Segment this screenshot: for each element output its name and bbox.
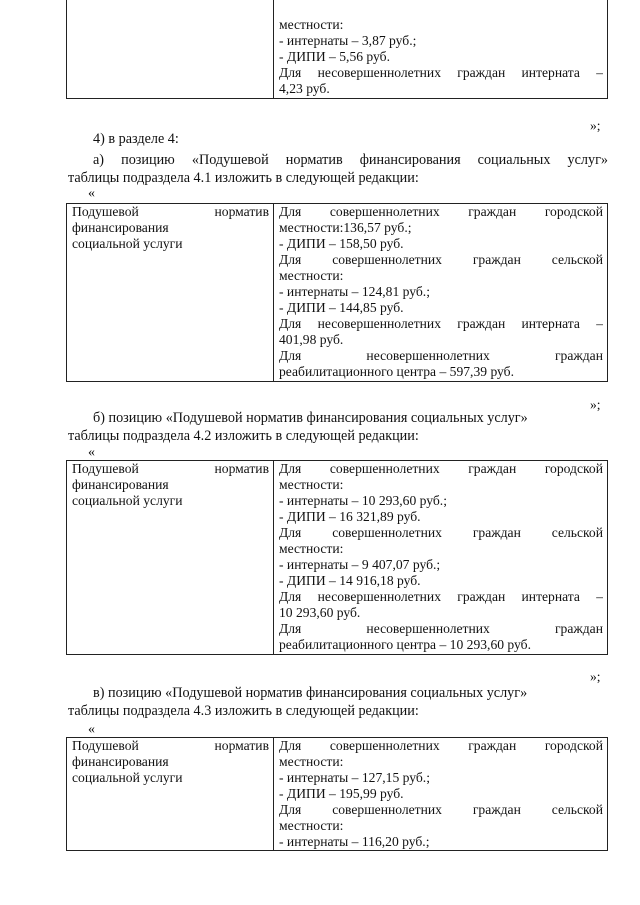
closing-quote: »; [590,397,601,412]
closing-quote: »; [590,669,601,684]
cell-line: Для совершеннолетних граждан сельской [279,525,603,540]
cell-line: Для несовершеннолетних граждан [279,348,603,363]
table-4-2-left-cell [67,461,274,655]
table-4-2-right-cell [274,461,608,655]
cell-line: Для совершеннолетних граждан городской [279,738,603,753]
cell-line: - ДИПИ – 158,50 руб. [279,236,404,251]
cell-line: Для несовершеннолетних граждан интерната – [279,589,603,604]
open-quote: « [88,186,95,201]
cell-line: - ДИПИ – 14 916,18 руб. [279,573,421,588]
open-quote: « [88,722,95,737]
cell-line: - интернаты – 116,20 руб.; [279,834,430,849]
cell-line: - интернаты – 124,81 руб.; [279,284,430,299]
cell-line: социальной услуги [72,493,183,508]
cell-line: 401,98 руб. [279,332,344,347]
cell-line: Подушевой норматив [72,204,269,219]
cell-line: местности: [279,754,344,769]
table-4-3-right-cell [274,738,608,851]
top-table-right-cell [274,0,608,99]
cell-line: социальной услуги [72,236,183,251]
cell-line: финансирования [72,754,169,769]
cell-line: реабилитационного центра – 597,39 руб. [279,364,514,379]
cell-line: местности: [279,268,344,283]
cell-line: - интернаты – 3,87 руб.; [279,33,417,48]
cell-line: - интернаты – 10 293,60 руб.; [279,493,447,508]
item-a-line2: таблицы подраздела 4.1 изложить в следующей редакции: [68,170,419,186]
table-4-2 [66,460,608,655]
cell-line: финансирования [72,220,169,235]
top-table [66,0,608,99]
cell-line: финансирования [72,477,169,492]
cell-line: местности:136,57 руб.; [279,220,412,235]
cell-line: местности: [279,541,344,556]
cell-line: - ДИПИ – 144,85 руб. [279,300,404,315]
cell-line: 10 293,60 руб. [279,605,361,620]
cell-line: местности: [279,17,344,32]
cell-line: социальной услуги [72,770,183,785]
cell-line: - ДИПИ – 5,56 руб. [279,49,390,64]
closing-quote: »; [590,118,601,133]
table-4-1 [66,203,608,382]
cell-line: местности: [279,818,344,833]
item-a-line1: а) позицию «Подушевой норматив финансирования социальных услуг» [93,152,608,168]
cell-line: Для совершеннолетних граждан городской [279,204,603,219]
top-table-left-cell [67,0,274,99]
table-4-1-right-cell [274,204,608,382]
item-c-line2: таблицы подраздела 4.3 изложить в следующей редакции: [68,703,419,719]
cell-line: Для совершеннолетних граждан сельской [279,252,603,267]
table-4-3-left-cell [67,738,274,851]
cell-line: Для совершеннолетних граждан сельской [279,802,603,817]
cell-line: - интернаты – 127,15 руб.; [279,770,430,785]
cell-line: Для несовершеннолетних граждан [279,621,603,636]
cell-line: - ДИПИ – 16 321,89 руб. [279,509,421,524]
cell-line: - интернаты – 9 407,07 руб.; [279,557,441,572]
cell-line: - ДИПИ – 195,99 руб. [279,786,404,801]
cell-line: Для совершеннолетних граждан городской [279,461,603,476]
cell-line: 4,23 руб. [279,81,330,96]
item-c-line1: в) позицию «Подушевой норматив финансирования социальных услуг» [93,685,528,701]
cell-line: Для несовершеннолетних граждан интерната – [279,65,603,80]
cell-line: Подушевой норматив [72,461,269,476]
section-heading: 4) в разделе 4: [93,131,179,147]
item-b-line2: таблицы подраздела 4.2 изложить в следующей редакции: [68,428,419,444]
item-b-line1: б) позицию «Подушевой норматив финансирования социальных услуг» [93,410,528,426]
cell-line: местности: [279,477,344,492]
cell-line: Для несовершеннолетних граждан интерната – [279,316,603,331]
table-4-1-left-cell [67,204,274,382]
table-4-3 [66,737,608,851]
cell-line: реабилитационного центра – 10 293,60 руб. [279,637,531,652]
cell-line: Подушевой норматив [72,738,269,753]
open-quote: « [88,445,95,460]
